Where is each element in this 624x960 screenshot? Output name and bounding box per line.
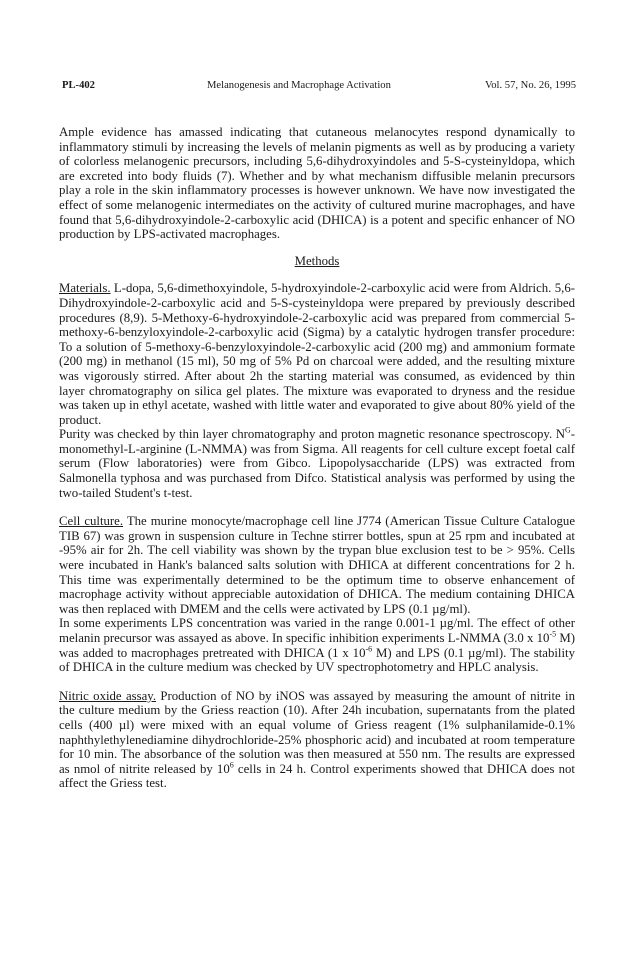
purity-superscript: G — [564, 426, 571, 436]
nitric-oxide-paragraph — [59, 689, 575, 791]
article-body — [59, 125, 575, 791]
inhibition-text-b: M) was added to macrophages pretreated with DHICA (1 x 10 — [59, 631, 575, 660]
purity-paragraph — [59, 427, 575, 500]
running-title: Melanogenesis and Macrophage Activation — [207, 80, 391, 91]
cell-culture-paragraph — [59, 514, 575, 616]
inhibition-text-a: In some experiments LPS concentration was varied in the range 0.001-1 µg/ml. The effect of other melanin precursor was assayed as above. In specific inhibition experiments L-NMMA (3.0 x 10 — [59, 616, 575, 645]
nitric-oxide-heading: Nitric oxide assay. — [59, 688, 157, 703]
purity-text-b: -monomethyl-L-arginine (L-NMMA) was from Sigma. All reagents for cell culture except foetal calf serum (Flow laboratories) were from Gibco. Lipopolysaccharide (LPS) was extracted from Salmonella typhosa and was purchased from Difco. Statistical analysis was performed by using the two-tailed Student's t-test. — [59, 427, 575, 500]
cell-culture-text: The murine monocyte/macrophage cell line J774 (American Tissue Culture Catalogue TIB 67) was grown in suspension culture in Techne stirrer bottles, spun at 25 rpm and incubated at -95% air for 2h. The cell viability was shown by the trypan blue exclusion test to be > 95%. Cells were incubated in Hank's balanced salts solution with DHICA at different concentrations for 2 h. This time was experimentally determined to be the optimum time to observe enhancement of macrophage activity without appreciable autoxidation of DHICA. The medium containing DHICA was then replaced with DMEM and the cells were activated by LPS (0.1 µg/ml). — [59, 514, 575, 616]
inhibition-text-c: M) and LPS (0.1 µg/ml). The stability of DHICA in the culture medium was checked by UV spectrophotometry and HPLC analysis. — [59, 645, 575, 675]
nitric-oxide-superscript: 6 — [229, 760, 234, 770]
inhibition-superscript-2: -6 — [365, 644, 373, 654]
volume-info: Vol. 57, No. 26, 1995 — [484, 80, 576, 91]
materials-text: L-dopa, 5,6-dimethoxyindole, 5-hydroxyindole-2-carboxylic acid were from Aldrich. 5,6-Dihydroxyindole-2-carboxylic acid and 5-S-cysteinyldopa were prepared by previously described procedures (8,9). 5-Methoxy-6-hydroxyindole-2-carboxylic acid was prepared from commercial 5-methoxy-6-benzyloxyindole-2-carboxylic acid (Sigma) by a catalytic hydrogen transfer procedure: To a solution of 5-methoxy-6-benzyloxyindole-2-carboxylic acid (200 mg) and ammonium formate (200 mg) in methanol (15 ml), 50 mg of 5% Pd on charcoal were added, and the resulting mixture was vigorously stirred. After about 2h the starting material was consumed, as evidenced by thin layer chromatography on silica gel plates. The mixture was evaporated to dryness and the residue was taken up in ethyl acetate, washed with little water and evaporated to give about 80% yield of the product. — [59, 281, 575, 427]
intro-paragraph: Ample evidence has amassed indicating that cutaneous melanocytes respond dynamically to inflammatory stimuli by increasing the levels of melanin pigments as well as by producing a variety of colorless melanogenic precursors, including 5,6-dihydroxyindoles and 5-S-cysteinyldopa, which are excreted into body fluids (7). Whether and by what mechanism diffusible melanin precursors play a role in the skin inflammatory processes is however unknown. We have now investigated the effect of some melanogenic intermediates on the activity of cultured murine macrophages, and have found that 5,6-dihydroxyindole-2-carboxylic acid (DHICA) is a potent and specific enhancer of NO production by LPS-activated macrophages. — [59, 125, 575, 242]
inhibition-paragraph — [59, 616, 575, 674]
materials-heading: Materials. — [59, 281, 111, 296]
running-header — [62, 79, 576, 93]
section-gap — [59, 500, 575, 514]
section-gap — [59, 675, 575, 689]
methods-heading: Methods — [294, 253, 340, 268]
nitric-oxide-text-a: Production of NO by iNOS was assayed by measuring the amount of nitrite in the culture medium by the Griess reaction (10). After 24h incubation, supernatants from the plated cells (400 µl) were mixed with an equal volume of Griess reagent (1% sulphanilamide-0.1% naphthylethylenediamine dihydrochloride-25% phosphoric acid) and incubated at room temperature for 10 min. The absorbance of the solution was then measured at 550 nm. The results are expressed as nmol of nitrite released by 10 — [59, 688, 576, 776]
nitric-oxide-text-b: cells in 24 h. Control experiments showed that DHICA does not affect the Griess test. — [59, 761, 575, 791]
inhibition-superscript-1: -5 — [549, 629, 557, 639]
purity-text-a: Purity was checked by thin layer chromatography and proton magnetic resonance spectroscopy. N — [59, 427, 565, 442]
materials-paragraph — [59, 281, 575, 427]
page-id: PL-402 — [62, 80, 95, 91]
cell-culture-heading: Cell culture. — [59, 514, 124, 529]
